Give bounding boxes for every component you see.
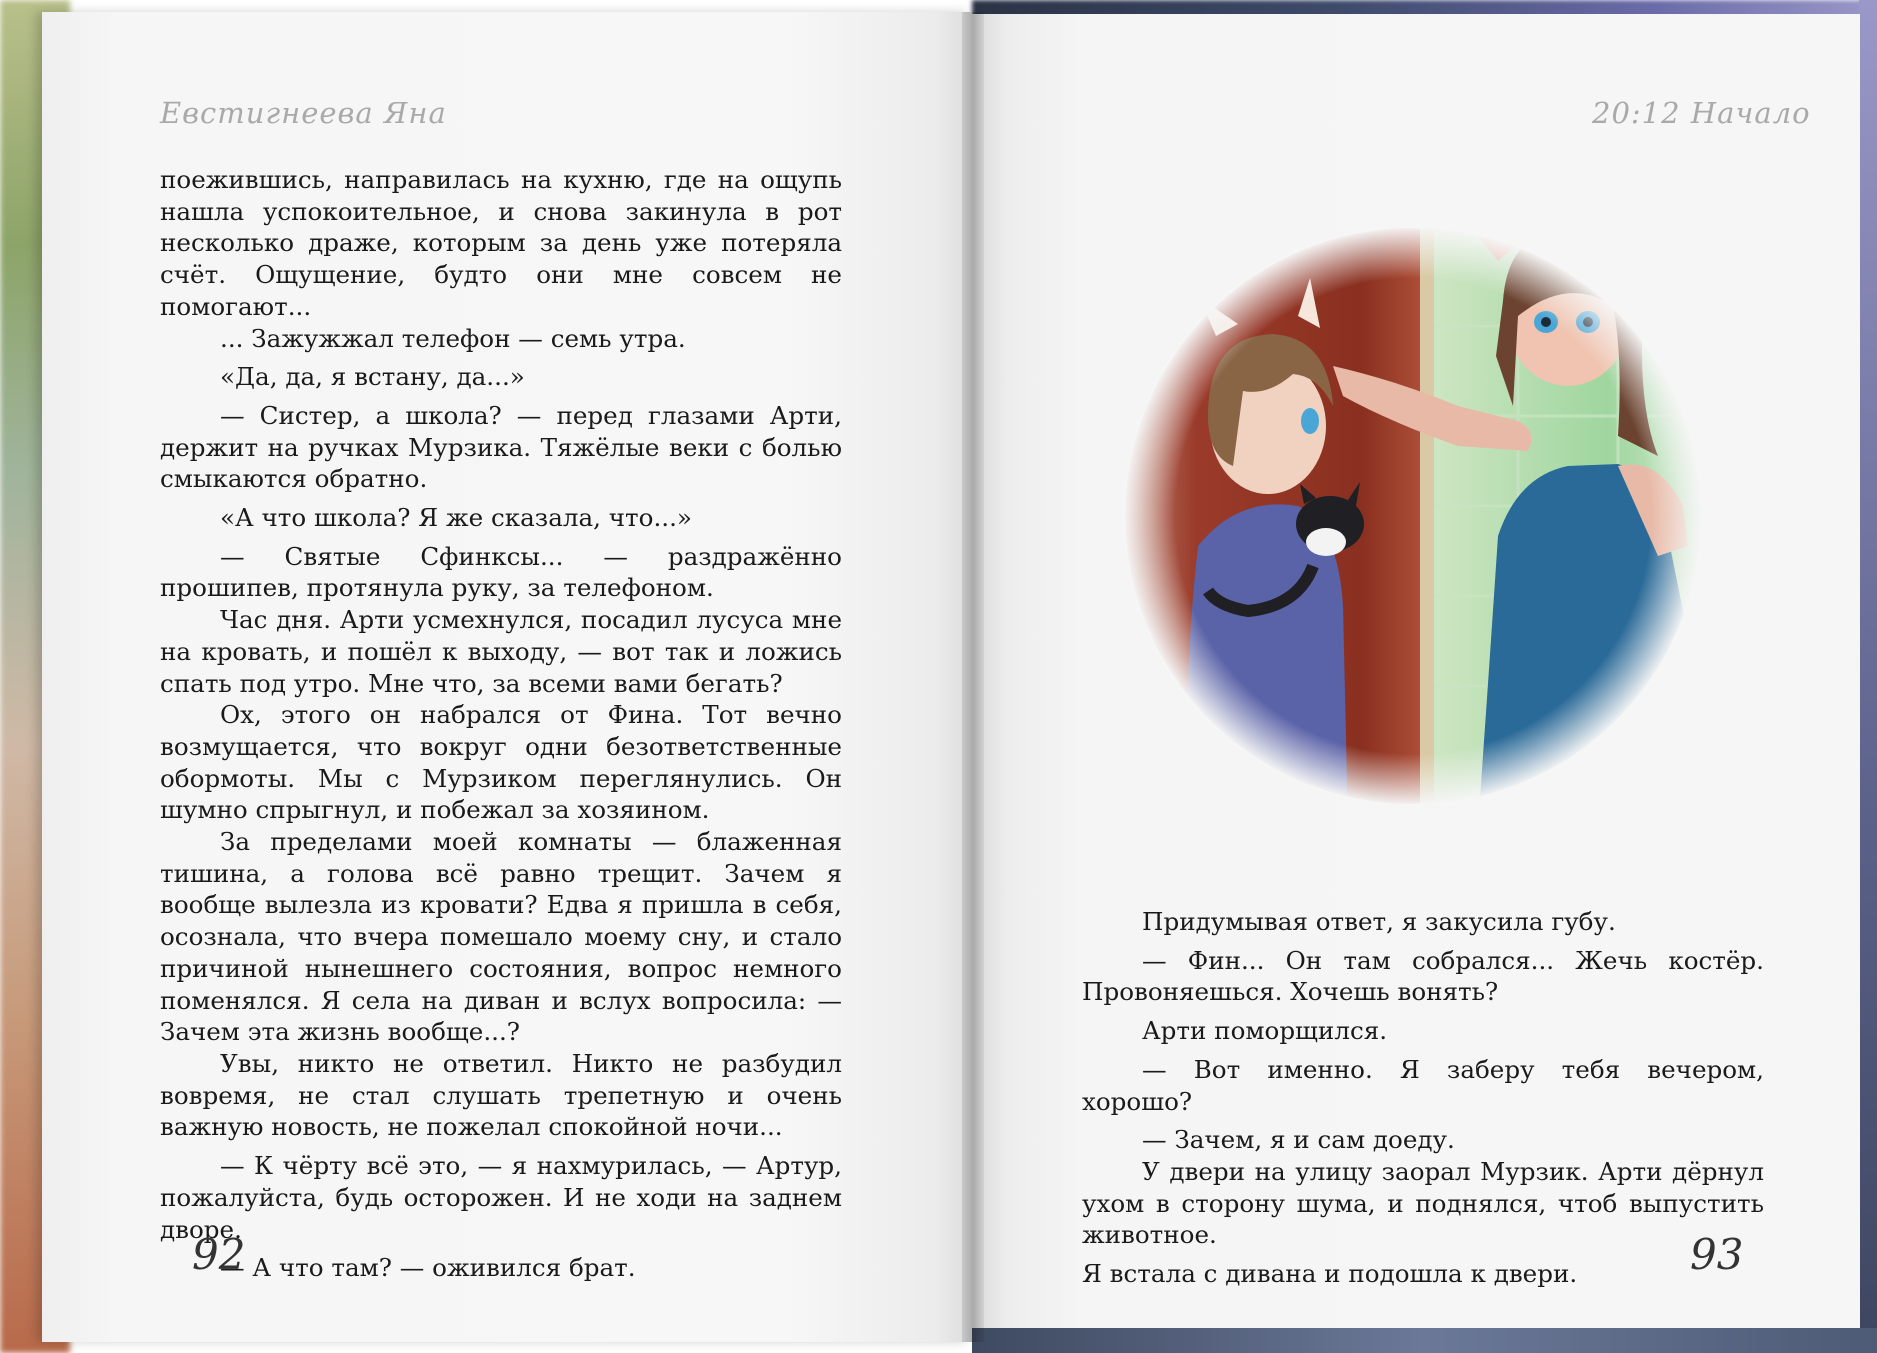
paragraph: Я встала с дивана и подошла к двери. [1082, 1259, 1578, 1289]
paragraph: Придумывая ответ, я закусила губу. [1142, 907, 1616, 936]
paragraph: — Зачем, я и сам доеду. [1142, 1125, 1455, 1155]
paragraph: Арти поморщился. [1142, 1016, 1388, 1046]
paragraph: Ох, этого он набрался от Фина. Тот вечно возмущается, что вокруг одни безответственные обормоты. Мы с Мурзиком переглянулись. Он шумно спрыгнул, и побежал за хозяином. [160, 700, 842, 825]
paragraph: У двери на улицу заорал Мурзик. Арти дёрнул ухом в сторону шума, и поднялся, чтоб выпустить животное. [1082, 1156, 1764, 1250]
left-running-head: Евстигнеева Яна [160, 96, 447, 130]
left-page-number: 92 [192, 1230, 246, 1279]
paragraph: — К чёрту всё это, — я нахмурилась, — Артур, пожалуйста, будь осторожен. И не ходи на заднем дворе. [160, 1151, 842, 1244]
paragraph: — А что там? — оживился брат. [220, 1253, 636, 1283]
paragraph: За пределами моей комнаты — блаженная тишина, а голова всё равно трещит. Зачем я вообще вылезла из кровати? Едва я пришла в себя, осознала, что вчера помешало моему сну, и стало причиной нынешнего состояния, вопрос немного поменялся. Я села на диван и вслух вопросила: — Зачем эта жизнь вообще...? [160, 827, 842, 1047]
book-cover-edge-bottom [972, 1328, 1877, 1353]
paragraph: — Фин... Он там собрался... Жечь костёр. Провоняешься. Хочешь вонять? [1082, 945, 1764, 1007]
paragraph: Час дня. Арти усмехнулся, посадил лусуса мне на кровать, и пошёл к выходу, — вот так и ложись спать под утро. Мне что, за всеми вами бегать? [160, 605, 842, 698]
paragraph: «А что школа? Я же сказала, что...» [220, 503, 692, 533]
paragraph: «Да, да, я встану, да...» [220, 362, 525, 392]
paragraph: Увы, никто не ответил. Никто не разбудил вовремя, не стал слушать трепетную и очень важную новость, не пожелал спокойной ночи... [160, 1048, 842, 1142]
right-page-number: 93 [1690, 1230, 1744, 1279]
book-cover-edge-right [1859, 0, 1877, 1353]
left-page-text [160, 164, 842, 1284]
paragraph: — Вот именно. Я заберу тебя вечером, хорошо? [1082, 1054, 1764, 1116]
right-page-text [1082, 906, 1764, 1290]
paragraph: поежившись, направилась на кухню, где на ощупь нашла успокоительное, и снова закинула в рот несколько драже, которым за день уже потеряла счёт. Ощущение, будто они мне совсем не помогают... [160, 165, 842, 321]
right-running-head: 20:12 Начало [1592, 96, 1811, 130]
book-gutter [962, 12, 984, 1342]
paragraph: — Святые Сфинксы... — раздражённо прошипев, протянула руку, за телефоном. [160, 541, 842, 603]
paragraph: — Систер, а школа? — перед глазами Арти, держит на ручках Мурзика. Тяжёлые веки с болью смыкаются обратно. [160, 400, 842, 494]
chapter-illustration [1098, 206, 1728, 826]
paragraph: ... Зажужжал телефон — семь утра. [220, 323, 686, 353]
